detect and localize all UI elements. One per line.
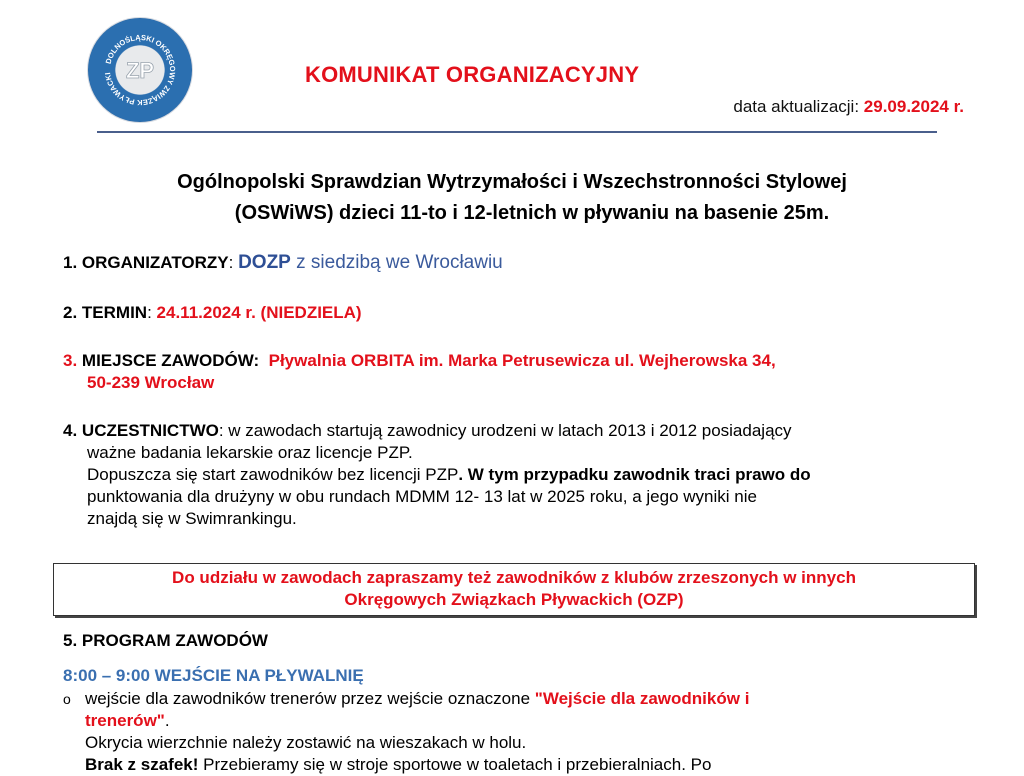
bullet-text: Przebieramy się w stroje sportowe w toaletach i przebieralniach. Po — [198, 755, 712, 774]
section-label: ORGANIZATORZY — [81, 253, 229, 272]
separator: : — [228, 253, 239, 272]
section-participation — [63, 420, 963, 530]
section-number: 1. — [63, 253, 78, 272]
section-date — [63, 302, 362, 324]
section-label: UCZESTNICTWO — [81, 421, 219, 440]
notice-line-1: Do udziału w zawodach zapraszamy też zawodników z klubów zrzeszonych w innych — [172, 568, 856, 587]
venue-address-line-2: 50-239 Wrocław — [87, 373, 215, 392]
section-program — [63, 630, 268, 652]
participation-text: : w zawodach startują zawodnicy urodzeni w latach 2013 i 2012 posiadający — [218, 421, 792, 440]
bullet-text: wejście dla zawodników trenerów przez wejście oznaczone — [85, 689, 535, 708]
section-label: MIEJSCE ZAWODÓW: — [81, 351, 260, 370]
svg-text:DOLNOŚLĄSKI OKRĘGOWY ZWIĄZEK P: DOLNOŚLĄSKI OKRĘGOWY ZWIĄZEK PŁYWACKI — [103, 32, 178, 108]
bullet-circle-icon: o — [63, 691, 71, 707]
venue-address-line-1: Pływalnia ORBITA im. Marka Petrusewicza ul. Wejherowska 34, — [268, 351, 776, 370]
bullet-bold-text: Brak z szafek! — [85, 755, 199, 774]
section-number: 3. — [63, 351, 78, 370]
participation-text: Dopuszcza się start zawodników bez licencji PZP — [87, 465, 459, 484]
document-title: KOMUNIKAT ORGANIZACYJNY — [305, 62, 640, 87]
svg-text:ZP: ZP — [125, 58, 155, 83]
program-bullet-item — [63, 688, 963, 776]
heading-line-1: Ogólnopolski Sprawdzian Wytrzymałości i Wszechstronności Stylowej — [177, 171, 847, 193]
invitation-notice-box — [53, 563, 975, 616]
section-venue — [63, 350, 776, 394]
section-number: 2. — [63, 303, 78, 322]
notice-line-2: Okręgowych Związkach Pływackich (OZP) — [344, 590, 684, 609]
participation-text: punktowania dla drużyny w obu rundach MDMM 12- 13 lat w 2025 roku, a jego wyniki nie — [87, 487, 757, 506]
participation-text: ważne badania lekarskie oraz licencje PZP. — [87, 443, 413, 462]
update-date-value: 29.09.2024 r. — [863, 97, 964, 116]
section-label: PROGRAM ZAWODÓW — [81, 631, 268, 650]
participation-text: . W tym przypadku zawodnik traci prawo do — [458, 465, 811, 484]
section-number: 4. — [63, 421, 78, 440]
heading-line-2: (OSWiWS) dzieci 11-to i 12-letnich w pływaniu na basenie 25m. — [234, 202, 830, 224]
event-heading — [0, 167, 1024, 229]
program-time-slot: 8:00 – 9:00 WEJŚCIE NA PŁYWALNIĘ — [63, 666, 364, 685]
bullet-text: . — [164, 711, 170, 730]
entrance-label: trenerów" — [85, 711, 165, 730]
update-date — [733, 97, 964, 117]
header-divider — [97, 131, 937, 133]
section-label: TERMIN — [81, 303, 148, 322]
separator: : — [147, 303, 157, 322]
organizer-location: z siedzibą we Wrocławiu — [290, 252, 503, 273]
section-organizers — [63, 252, 503, 274]
organizer-name: DOZP — [238, 252, 291, 273]
update-label: data aktualizacji: — [733, 97, 864, 116]
dozp-logo-icon — [88, 18, 192, 122]
participation-text: znajdą się w Swimrankingu. — [87, 509, 297, 528]
entrance-label: "Wejście dla zawodników i — [534, 689, 750, 708]
bullet-text: Okrycia wierzchnie należy zostawić na wieszakach w holu. — [85, 733, 527, 752]
section-number: 5. — [63, 631, 78, 650]
event-date: 24.11.2024 r. (NIEDZIELA) — [156, 303, 362, 322]
